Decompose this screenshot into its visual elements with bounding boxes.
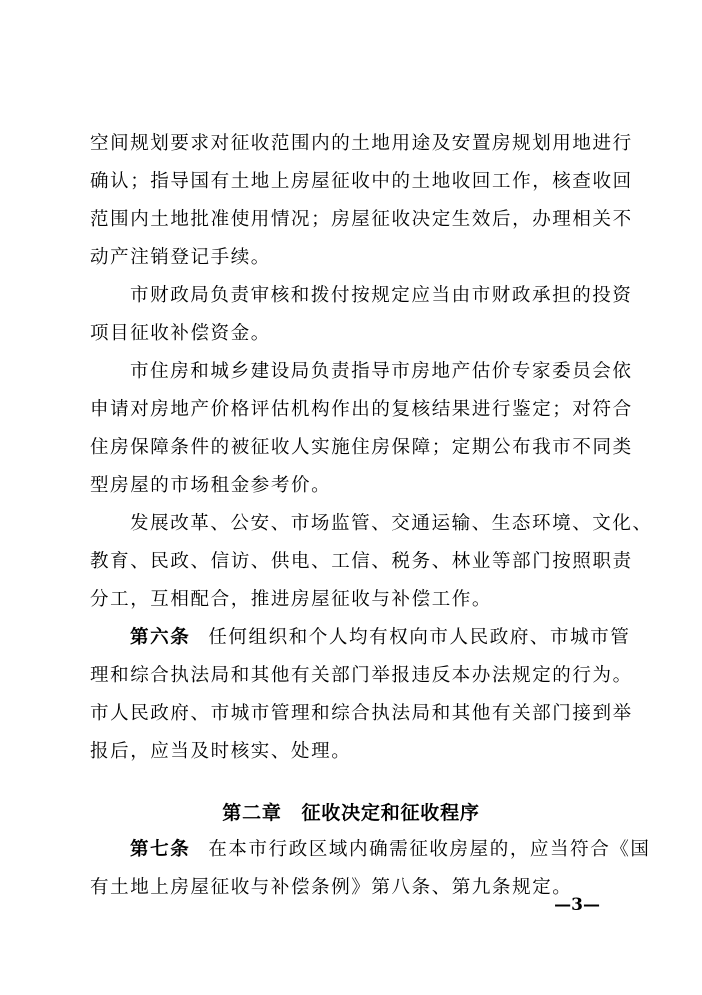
paragraph-line: 确认；指导国有土地上房屋征收中的土地收回工作，核查收回	[90, 171, 633, 192]
paragraph-line: 空间规划要求对征收范围内的土地用途及安置房规划用地进行	[90, 133, 633, 154]
paragraph-line: 市住房和城乡建设局负责指导市房地产估价专家委员会依	[130, 361, 633, 382]
paragraph-line: 申请对房地产价格评估机构作出的复核结果进行鉴定；对符合	[90, 399, 633, 420]
paragraph-line: 动产注销登记手续。	[90, 247, 271, 268]
article-6-text: 任何组织和个人均有权向市人民政府、市城市管	[208, 627, 631, 648]
article-7-first-line	[0, 838, 702, 862]
article-6-label: 第六条	[130, 627, 191, 648]
paragraph-line: 范围内土地批准使用情况；房屋征收决定生效后，办理相关不	[90, 209, 633, 230]
paragraph-line: 市人民政府、市城市管理和综合执法局和其他有关部门接到举	[90, 703, 633, 724]
article-7-text: 在本市行政区域内确需征收房屋的，应当符合《国	[208, 839, 651, 860]
paragraph-line: 理和综合执法局和其他有关部门举报违反本办法规定的行为。	[90, 665, 633, 686]
page-number: —3—	[554, 895, 600, 915]
paragraph-line: 报后，应当及时核实、处理。	[90, 741, 352, 762]
paragraph-line: 分工，互相配合，推进房屋征收与补偿工作。	[90, 589, 493, 610]
paragraph-line: 教育、民政、信访、供电、工信、税务、林业等部门按照职责	[90, 551, 633, 572]
article-6-first-line	[0, 626, 702, 650]
paragraph-line: 发展改革、公安、市场监管、交通运输、生态环境、文化、	[130, 513, 653, 534]
chapter-heading: 第二章 征收决定和征收程序	[222, 802, 480, 824]
paragraph-line: 市财政局负责审核和拨付按规定应当由市财政承担的投资	[130, 285, 633, 306]
paragraph-line: 有土地上房屋征收与补偿条例》第八条、第九条规定。	[90, 877, 573, 898]
paragraph-line: 项目征收补偿资金。	[90, 323, 271, 344]
paragraph-line: 型房屋的市场租金参考价。	[90, 475, 332, 496]
article-7-label: 第七条	[130, 839, 191, 860]
paragraph-line: 住房保障条件的被征收人实施住房保障；定期公布我市不同类	[90, 437, 633, 458]
